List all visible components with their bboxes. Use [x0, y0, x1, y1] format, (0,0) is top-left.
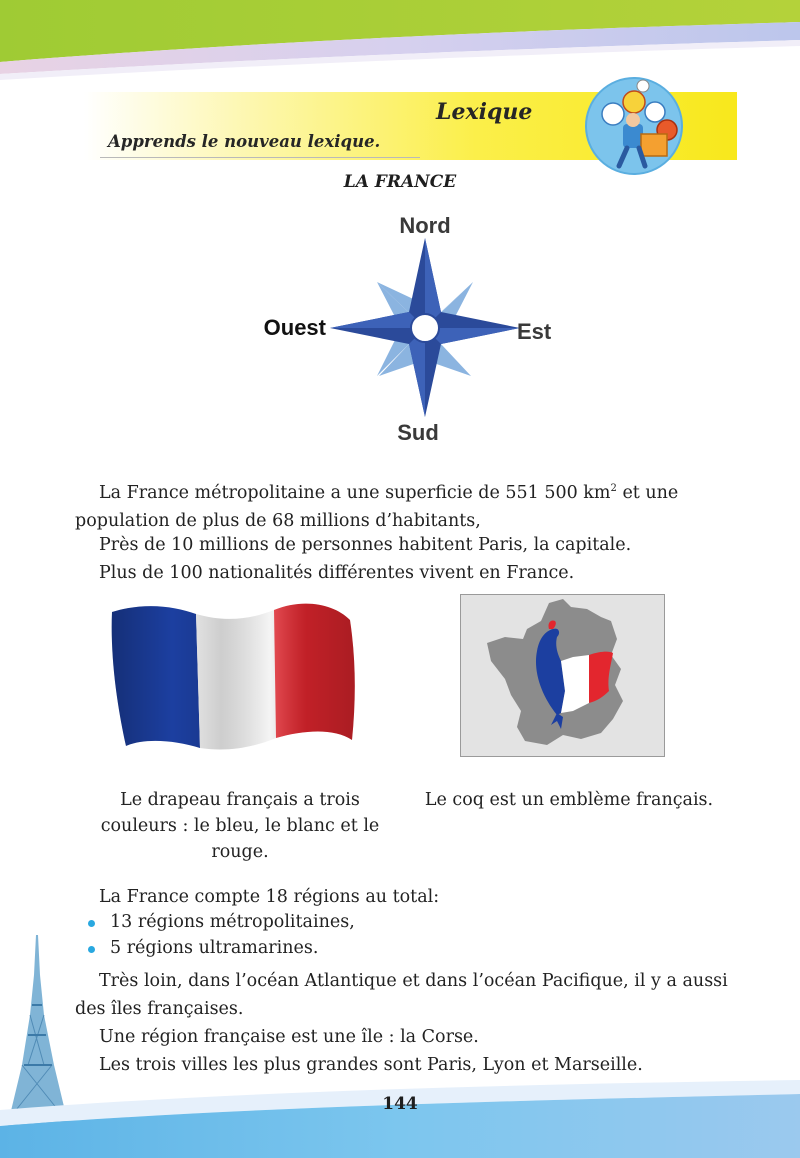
rooster-map-image — [460, 594, 665, 757]
lexique-mascot-icon — [583, 76, 685, 176]
bullet-icon — [88, 920, 95, 927]
regions-list — [86, 909, 355, 961]
rooster-white — [561, 655, 589, 713]
regions-intro: La France compte 18 régions au total: — [99, 887, 440, 907]
compass-east-label: Est — [517, 319, 552, 344]
intro-text-part2: et une population de plus de 68 millions d’habitants, — [75, 482, 679, 531]
french-flag-image — [104, 600, 360, 752]
corsica-paragraph: Une région française est une île : la Corse. — [99, 1027, 479, 1047]
flag-caption: Le drapeau français a trois couleurs : le bleu, le blanc et le rouge. — [100, 790, 380, 862]
bottom-decorative-band — [0, 1070, 800, 1158]
lexique-divider — [100, 157, 420, 158]
intro-text-part1: La France métropolitaine a une superficie de 551 500 km — [99, 482, 611, 503]
intro-paragraph-area — [75, 475, 755, 535]
nationalities-paragraph: Plus de 100 nationalités différentes vivent en France. — [99, 563, 575, 583]
paris-paragraph: Près de 10 millions de personnes habitent Paris, la capitale. — [99, 535, 632, 555]
rooster-caption: Le coq est un emblème français. — [424, 790, 714, 810]
page-number: 144 — [382, 1094, 418, 1114]
list-item: 13 régions métropolitaines, — [86, 909, 355, 935]
bullet-icon — [88, 946, 95, 953]
lexique-subtitle: Apprends le nouveau lexique. — [108, 132, 381, 151]
top-decorative-band — [0, 0, 800, 80]
compass-west-label: Ouest — [263, 315, 326, 340]
list-item: 5 régions ultramarines. — [86, 935, 355, 961]
intro-superscript: 2 — [610, 483, 617, 494]
compass-north-label: Nord — [399, 213, 451, 238]
compass-rose-diagram — [230, 205, 590, 455]
cities-paragraph: Les trois villes les plus grandes sont Paris, Lyon et Marseille. — [99, 1055, 643, 1075]
lexique-title: Lexique — [436, 99, 533, 125]
islands-paragraph: Très loin, dans l’océan Atlantique et dans l’océan Pacifique, il y a aussi des îles françaises. — [75, 971, 728, 1019]
france-map-rooster-icon — [461, 595, 664, 756]
compass-south-label: Sud — [397, 420, 439, 445]
section-title: LA FRANCE — [343, 172, 457, 192]
